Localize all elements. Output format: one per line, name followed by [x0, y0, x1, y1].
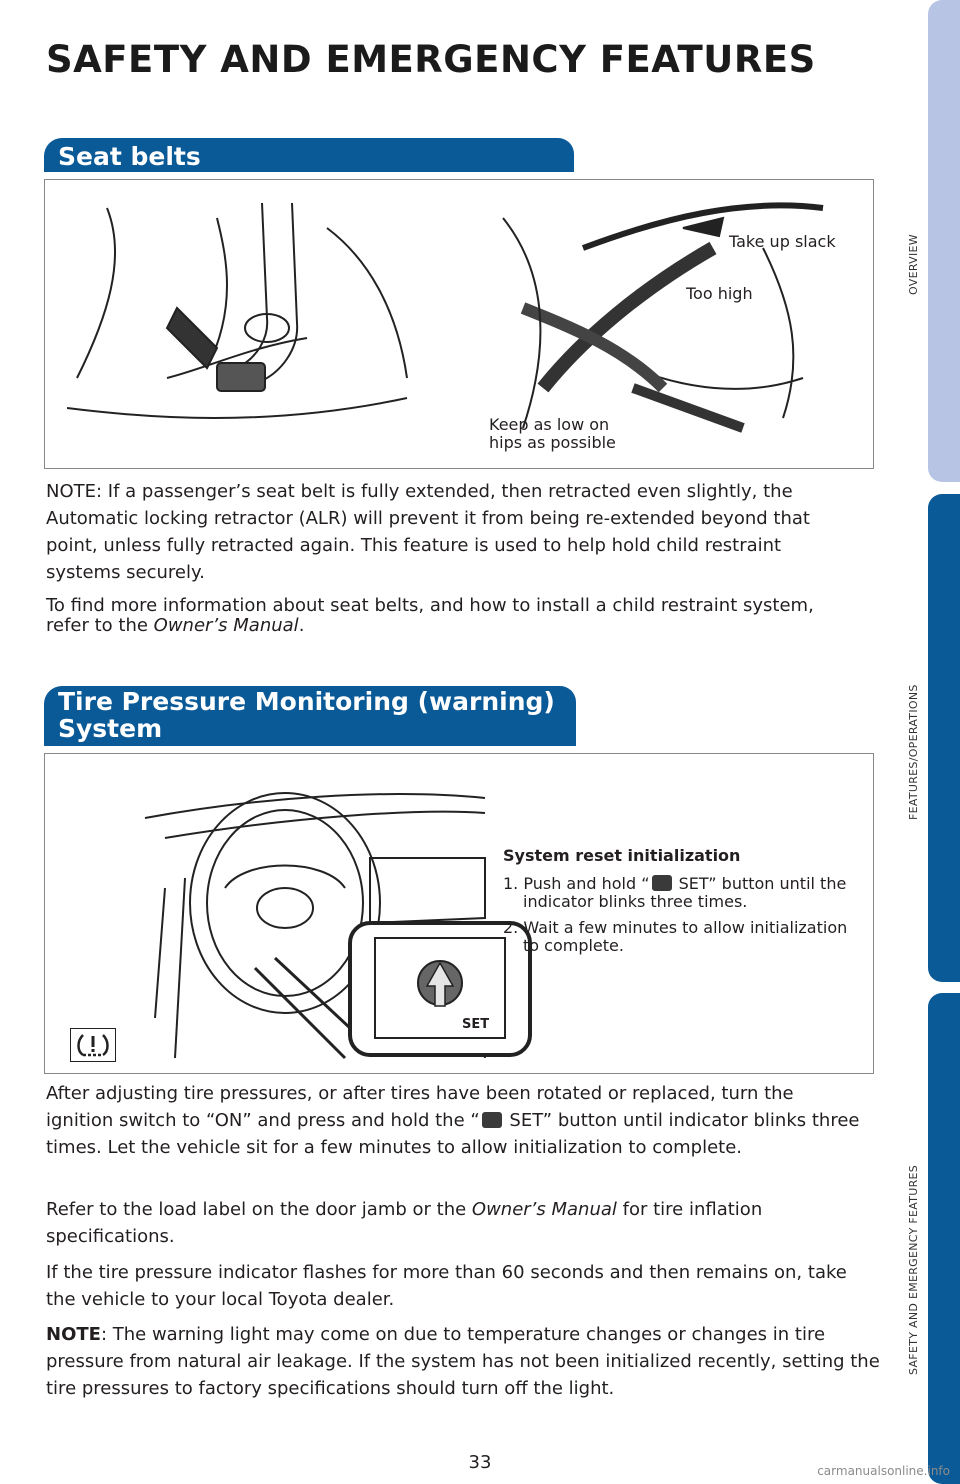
- tab-features-operations[interactable]: [928, 494, 960, 982]
- callout-keep-low: [489, 416, 616, 452]
- para2-text-a: Refer to the load label on the door jamb or the: [46, 1199, 472, 1220]
- section-title-line1: Tire Pressure Monitoring (warning): [58, 687, 555, 716]
- tpms-inline-icon: [482, 1112, 502, 1128]
- section-header-tpms: [44, 686, 576, 746]
- page-title: SAFETY AND EMERGENCY FEATURES: [46, 38, 816, 81]
- para2-text-b: for tire inflation specifications.: [46, 1199, 763, 1247]
- section-title: Seat belts: [58, 142, 201, 171]
- owners-manual-ref: Owner’s Manual: [153, 615, 299, 636]
- step1-text-b: SET” button until the indicator blinks three times.: [523, 874, 847, 911]
- tpms-figure: [44, 753, 874, 1074]
- tab-label-overview: OVERVIEW: [907, 234, 920, 295]
- section-title-line2: System: [58, 714, 163, 743]
- page-number: 33: [468, 1452, 492, 1473]
- tab-safety-emergency[interactable]: [928, 993, 960, 1484]
- tpms-para-3: If the tire pressure indicator flashes for more than 60 seconds and then remains on, take the vehicle to your local Toyota dealer.: [46, 1262, 847, 1310]
- watermark: carmanualsonline.info: [817, 1464, 950, 1478]
- set-button-label: SET: [462, 1017, 490, 1032]
- tire-pressure-icon: [71, 1029, 115, 1061]
- note-label: NOTE: [46, 1324, 101, 1345]
- seat-belt-buckle-illustration: [67, 198, 427, 458]
- para1-text-b: SET” button until indicator blinks three times. Let the vehicle sit for a few minutes to allow initialization to complete.: [46, 1110, 860, 1158]
- callout-take-up-slack: Take up slack: [729, 232, 836, 251]
- note-text: : The warning light may come on due to temperature changes or changes in tire pressure from natural air leakage. If the system has not been initialized recently, setting the tire pressures to factory specifications should turn off the light.: [46, 1324, 880, 1399]
- step1-text-a: 1. Push and hold “: [503, 874, 650, 893]
- callout-keep-low-line1: Keep as low on: [489, 415, 610, 434]
- callout-keep-low-line2: hips as possible: [489, 433, 616, 452]
- reset-step-1: [503, 875, 858, 911]
- tab-label-features-operations: FEATURES/OPERATIONS: [907, 684, 920, 820]
- tab-overview[interactable]: [928, 0, 960, 482]
- seat-belt-figure: [44, 179, 874, 469]
- tpms-inline-icon: [652, 875, 672, 891]
- tpms-warning-icon: [70, 1028, 116, 1062]
- reset-step-2: 2. Wait a few minutes to allow initialization to complete.: [503, 918, 848, 955]
- reset-instructions: [503, 846, 858, 963]
- seat-belt-note: NOTE: If a passenger’s seat belt is fully extended, then retracted even slightly, the Automatic locking retractor (ALR) will prevent it from being re-extended beyond that point, unless fully retracted again. This feature is used to help hold child restraint systems securely.: [46, 481, 810, 583]
- tab-label-safety-emergency: SAFETY AND EMERGENCY FEATURES: [907, 1164, 920, 1375]
- seat-belt-position-illustration: [483, 188, 843, 438]
- more-info-text: To find more information about seat belts, and how to install a child restraint system, refer to the: [46, 595, 814, 636]
- callout-too-high: Too high: [686, 284, 753, 303]
- owners-manual-ref: Owner’s Manual: [471, 1199, 617, 1220]
- tpms-para-1: [46, 1080, 866, 1161]
- tpms-para-2: [46, 1196, 866, 1250]
- section-header-seat-belts: [44, 138, 574, 172]
- reset-title: System reset initialization: [503, 846, 741, 865]
- more-info-suffix: .: [298, 615, 305, 636]
- side-tabs: [928, 0, 960, 1484]
- para1-text-a: After adjusting tire pressures, or after tires have been rotated or replaced, turn the ignition switch to “ON” and press and hold the “: [46, 1083, 794, 1131]
- tpms-note: [46, 1321, 896, 1402]
- seat-belt-more-info: [46, 596, 846, 636]
